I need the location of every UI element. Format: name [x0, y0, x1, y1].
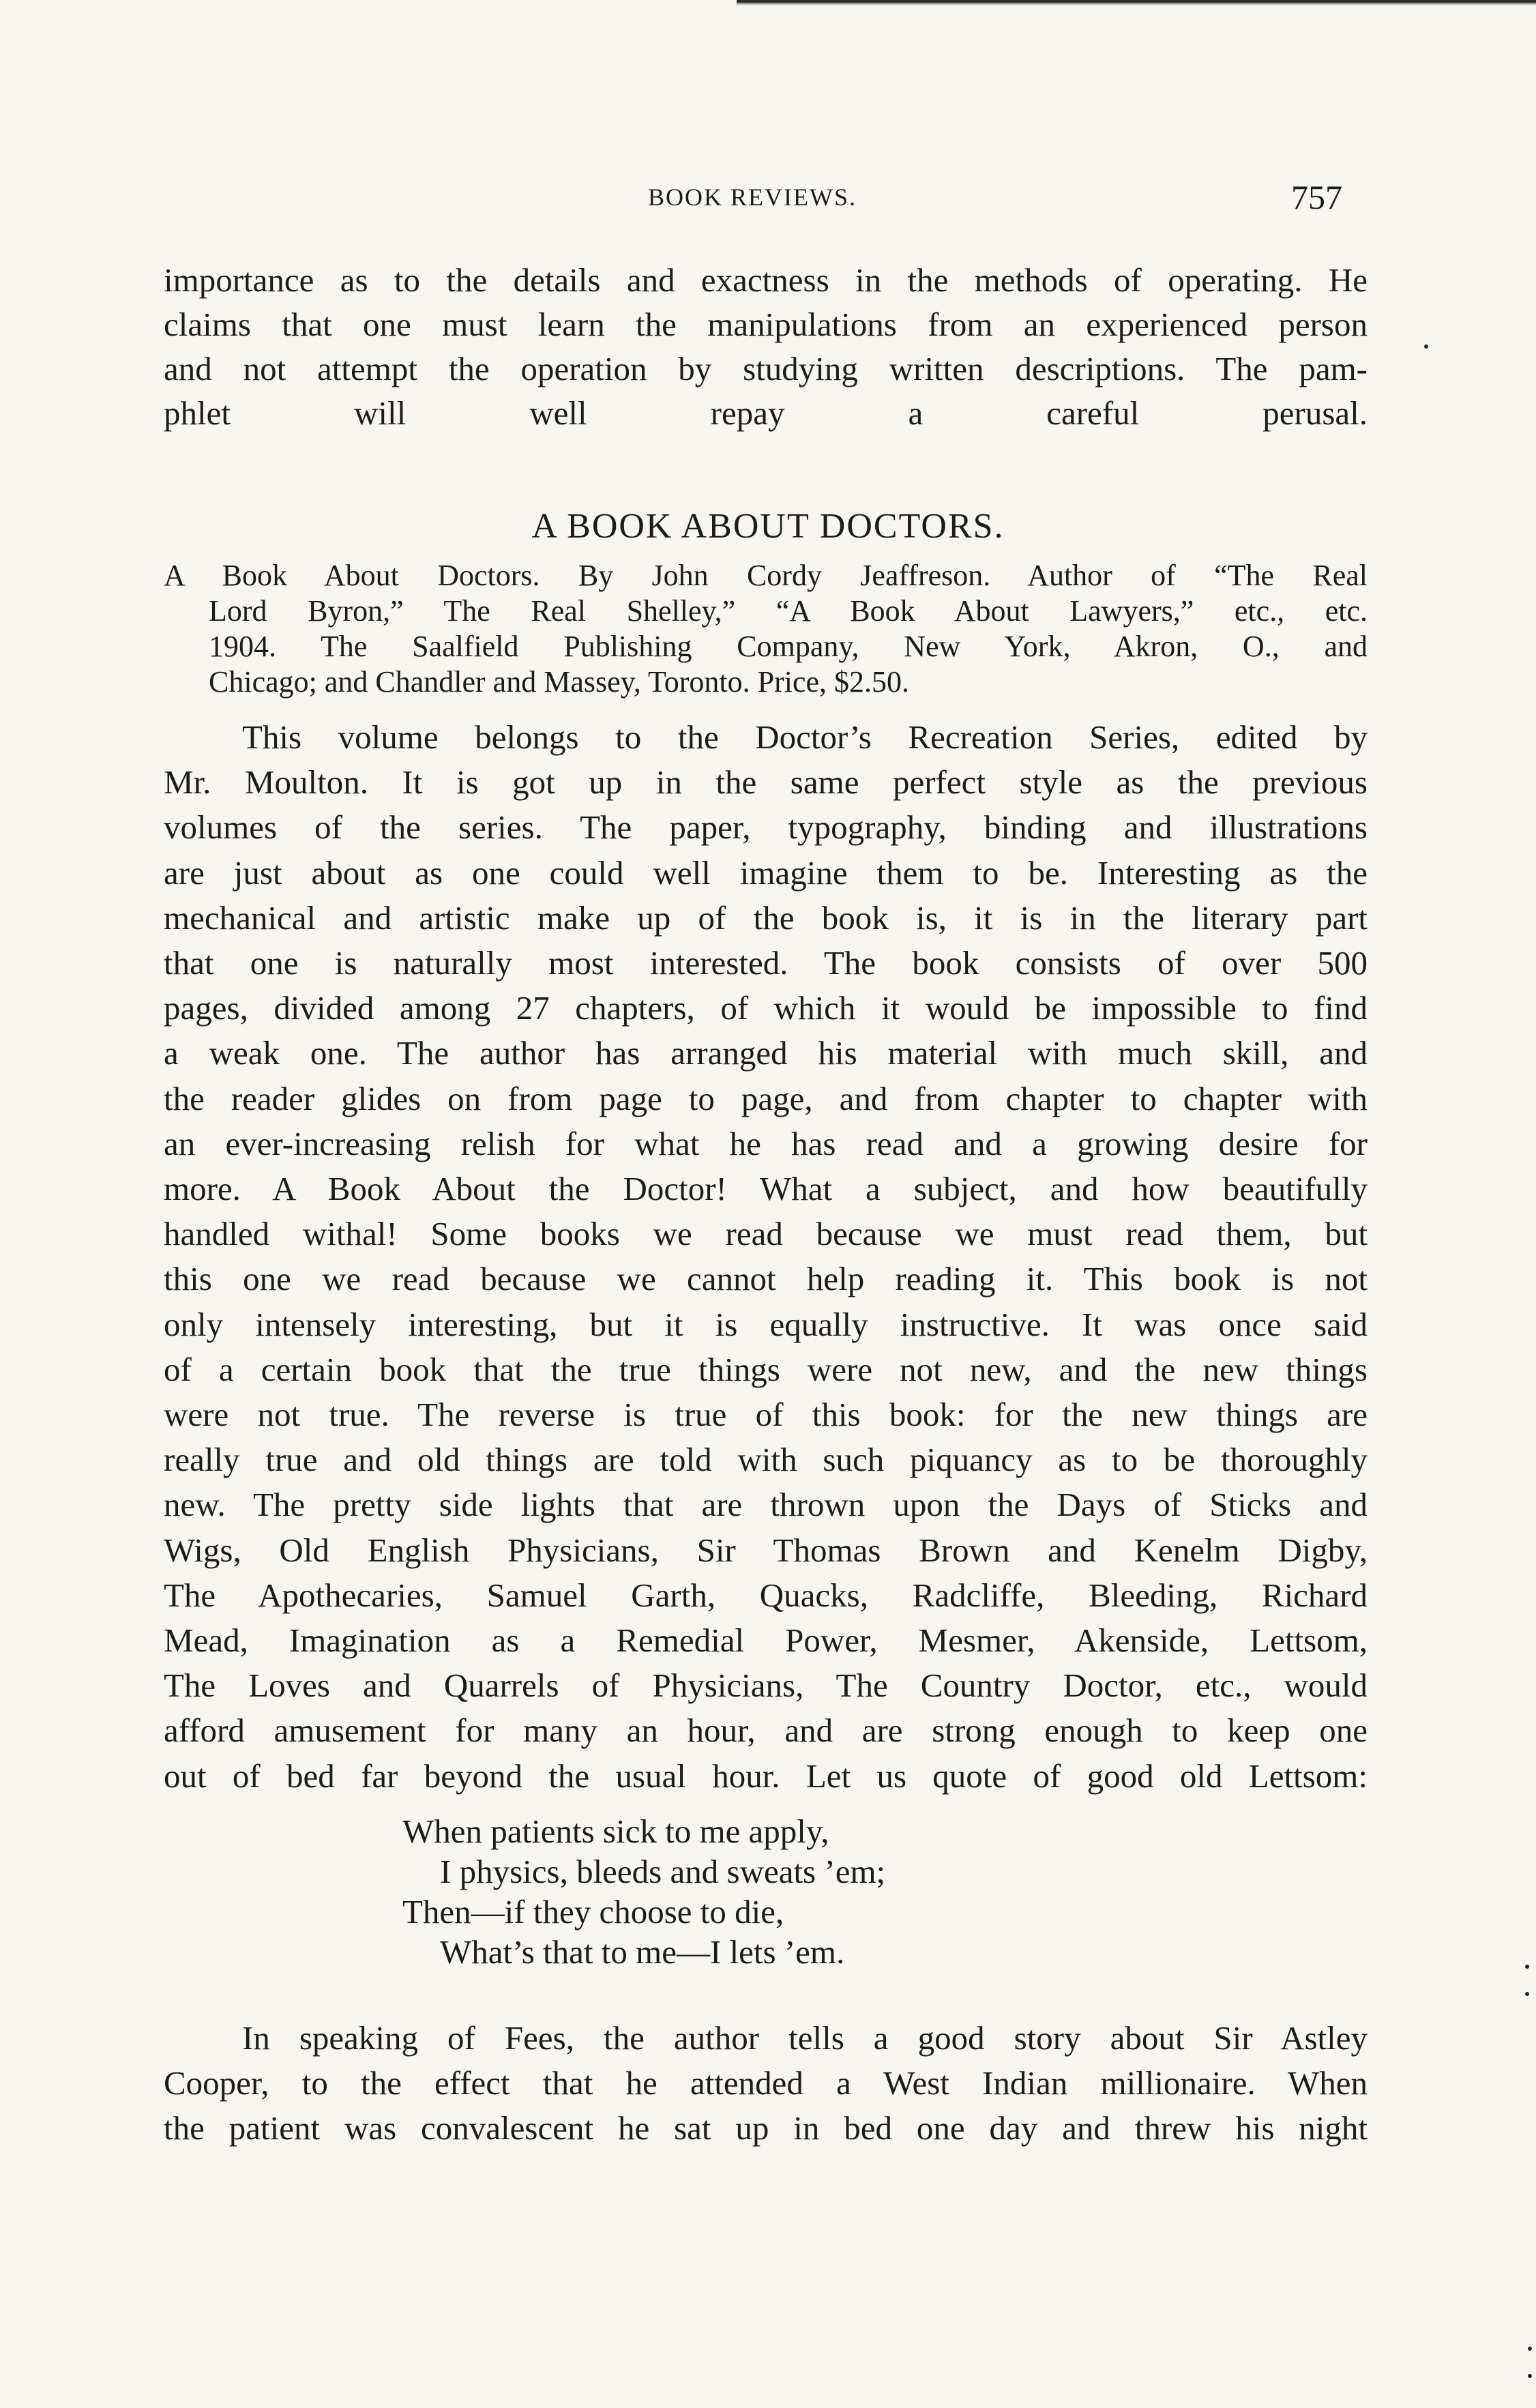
- verse-quote: [402, 1811, 885, 1972]
- top-edge-rule: [737, 0, 1536, 5]
- text-line: the reader glides on from page to page, and from chapter to chapter with: [164, 1079, 1368, 1117]
- text-line: an ever-increasing relish for what he has read and a growing desire for: [164, 1124, 1368, 1162]
- scan-speck: [1528, 2347, 1532, 2351]
- text-line: volumes of the series. The paper, typography, binding and illustrations: [164, 808, 1368, 847]
- running-header: [0, 178, 1536, 224]
- text-line: claims that one must learn the manipulations from an experienced person: [164, 306, 1368, 343]
- scan-speck: [1525, 1992, 1529, 1996]
- verse-line: Then—if they choose to die,: [402, 1893, 784, 1930]
- scan-speck: [1424, 344, 1428, 349]
- text-line: In speaking of Fees, the author tells a good story about Sir Astley: [242, 2019, 1368, 2057]
- verse-line: I physics, bleeds and sweats ’em;: [440, 1853, 886, 1890]
- text-line: new. The pretty side lights that are thrown upon the Days of Sticks and: [164, 1486, 1368, 1524]
- section-title: A BOOK ABOUT DOCTORS.: [531, 507, 1005, 546]
- text-line: importance as to the details and exactness in the methods of operating. He: [164, 261, 1368, 299]
- text-line: This volume belongs to the Doctor’s Recreation Series, edited by: [242, 718, 1368, 756]
- closing-paragraph: [164, 2016, 1368, 2151]
- text-line: The Apothecaries, Samuel Garth, Quacks, Radcliffe, Bleeding, Richard: [164, 1576, 1368, 1614]
- text-line: the patient was convalescent he sat up in bed one day and threw his night: [164, 2109, 1368, 2147]
- verse-line: What’s that to me—I lets ’em.: [440, 1933, 845, 1971]
- scan-speck: [1525, 1965, 1529, 1969]
- review-paragraph: [164, 715, 1368, 1799]
- page-number: 757: [1291, 178, 1342, 216]
- text-line: out of bed far beyond the usual hour. Let us quote of good old Lettsom:: [164, 1757, 1368, 1795]
- citation-line: Lord Byron,” The Real Shelley,” “A Book About Lawyers,” etc., etc.: [209, 594, 1368, 628]
- book-citation: [164, 558, 1368, 700]
- intro-paragraph: [164, 258, 1368, 435]
- text-line: that one is naturally most interested. The book consists of over 500: [164, 944, 1368, 982]
- text-line: Wigs, Old English Physicians, Sir Thomas Brown and Kenelm Digby,: [164, 1531, 1368, 1569]
- text-line: afford amusement for many an hour, and are strong enough to keep one: [164, 1712, 1368, 1750]
- citation-line: Chicago; and Chandler and Massey, Toronto. Price, $2.50.: [209, 665, 910, 699]
- text-line: more. A Book About the Doctor! What a subject, and how beautifully: [164, 1170, 1368, 1208]
- text-line: only intensely interesting, but it is equally instructive. It was once said: [164, 1305, 1368, 1343]
- citation-line: A Book About Doctors. By John Cordy Jeaffreson. Author of “The Real: [164, 559, 1368, 592]
- text-line: are just about as one could well imagine them to be. Interesting as the: [164, 853, 1368, 892]
- verse-line: When patients sick to me apply,: [402, 1812, 829, 1850]
- text-line: Mead, Imagination as a Remedial Power, Mesmer, Akenside, Lettsom,: [164, 1621, 1368, 1660]
- running-title: BOOK REVIEWS.: [648, 183, 857, 211]
- text-line: pages, divided among 27 chapters, of which it would be impossible to find: [164, 989, 1368, 1027]
- text-line: and not attempt the operation by studying written descriptions. The pam-: [164, 350, 1368, 387]
- scan-speck: [1528, 2374, 1532, 2378]
- text-line: this one we read because we cannot help reading it. This book is not: [164, 1260, 1368, 1298]
- text-line: Mr. Moulton. It is got up in the same perfect style as the previous: [164, 763, 1368, 802]
- text-line: of a certain book that the true things were not new, and the new things: [164, 1350, 1368, 1388]
- text-line: a weak one. The author has arranged his material with much skill, and: [164, 1034, 1368, 1072]
- text-line: phlet will well repay a careful perusal.: [164, 394, 1368, 432]
- citation-line: 1904. The Saalfield Publishing Company, New York, Akron, O., and: [209, 630, 1368, 663]
- text-line: The Loves and Quarrels of Physicians, The Country Doctor, etc., would: [164, 1666, 1368, 1705]
- text-line: mechanical and artistic make up of the book is, it is in the literary part: [164, 898, 1368, 937]
- text-line: handled withal! Some books we read because we must read them, but: [164, 1215, 1368, 1253]
- text-line: really true and old things are told with such piquancy as to be thoroughly: [164, 1441, 1368, 1479]
- text-line: Cooper, to the effect that he attended a West Indian millionaire. When: [164, 2064, 1368, 2102]
- text-line: were not true. The reverse is true of this book: for the new things are: [164, 1396, 1368, 1434]
